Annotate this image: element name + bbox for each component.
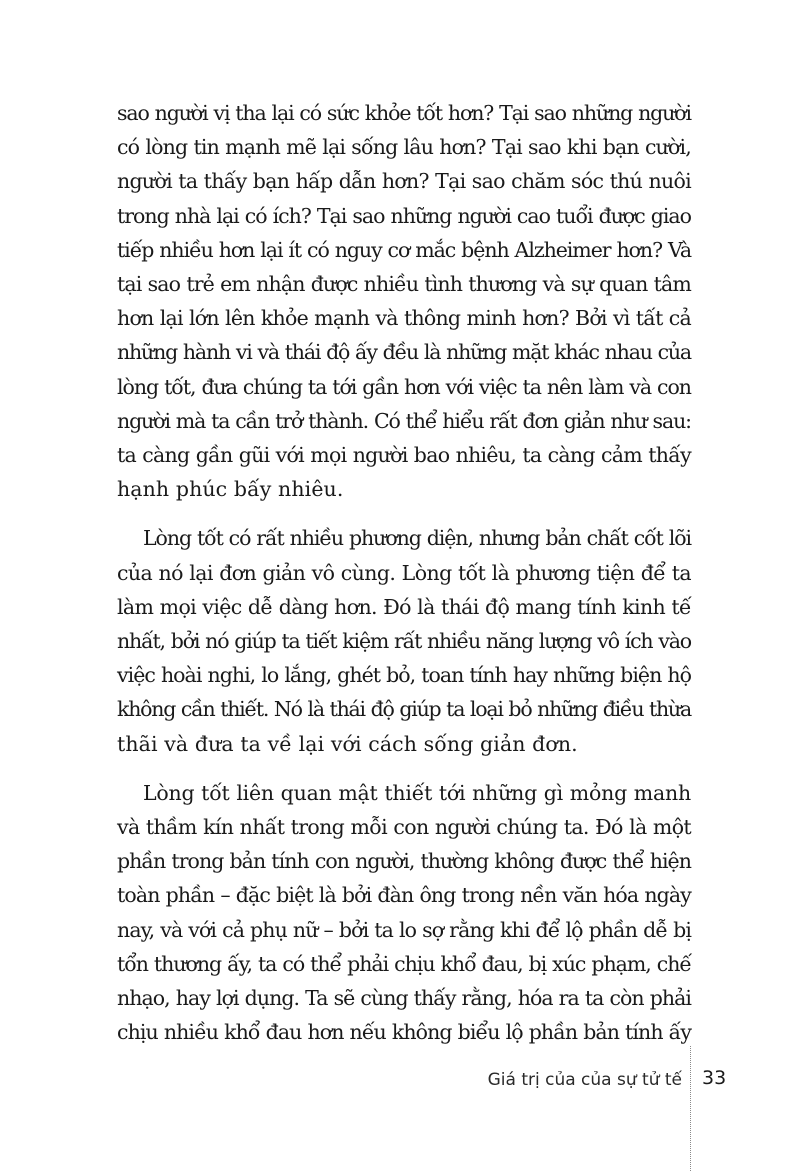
text-line: sao người vị tha lại có sức khỏe tốt hơn? Tại sao những người: [117, 101, 691, 125]
text-line: và thầm kín nhất trong mỗi con người chúng ta. Đó là một: [117, 815, 691, 840]
page-number: 33: [702, 1067, 727, 1089]
text-line: toàn phần – đặc biệt là bởi đàn ông trong nền văn hóa ngày: [117, 883, 691, 908]
paragraph-2: [117, 521, 691, 760]
text-line: tại sao trẻ em nhận được nhiều tình thương và sự quan tâm: [117, 272, 691, 297]
running-title: Giá trị của của sự tử tế: [487, 1070, 682, 1090]
text-line: nhất, bởi nó giúp ta tiết kiệm rất nhiều năng lượng vô ích vào: [117, 629, 691, 654]
text-line: ta càng gần gũi với mọi người bao nhiêu, ta càng cảm thấy: [117, 443, 691, 468]
text-line: có lòng tin mạnh mẽ lại sống lâu hơn? Tại sao khi bạn cười,: [117, 135, 691, 160]
text-line: chịu nhiều khổ đau hơn nếu không biểu lộ phần bản tính ấy: [117, 1020, 691, 1045]
text-line: hạnh phúc bấy nhiêu.: [117, 477, 344, 502]
text-line: không cần thiết. Nó là thái độ giúp ta loại bỏ những điều thừa: [117, 697, 691, 722]
text-line: người mà ta cần trở thành. Có thể hiểu rất đơn giản như sau:: [117, 408, 691, 433]
text-line: tiếp nhiều hơn lại ít có nguy cơ mắc bệnh Alzheimer hơn? Và: [117, 237, 691, 262]
paragraph-3: [117, 776, 691, 1050]
text-line: việc hoài nghi, lo lắng, ghét bỏ, toan tính hay những biện hộ: [117, 663, 691, 688]
text-line: hơn lại lớn lên khỏe mạnh và thông minh hơn? Bởi vì tất cả: [117, 306, 691, 331]
text-line: lòng tốt, đưa chúng ta tới gần hơn với việc ta nên làm và con: [117, 374, 691, 399]
text-line: nay, và với cả phụ nữ – bởi ta lo sợ rằng khi để lộ phần dễ bị: [117, 917, 691, 942]
text-line: Lòng tốt liên quan mật thiết tới những gì mỏng manh: [143, 780, 691, 805]
page-footer: [0, 1063, 800, 1103]
paragraph-1: [117, 96, 691, 506]
text-line: người ta thấy bạn hấp dẫn hơn? Tại sao chăm sóc thú nuôi: [117, 169, 691, 194]
page-body: [117, 96, 691, 1064]
text-line: Lòng tốt có rất nhiều phương diện, nhưng bản chất cốt lõi: [143, 526, 691, 551]
text-line: phần trong bản tính con người, thường không được thể hiện: [117, 849, 691, 874]
text-line: nhạo, hay lợi dụng. Ta sẽ cùng thấy rằng, hóa ra ta còn phải: [117, 986, 691, 1011]
text-line: những hành vi và thái độ ấy đều là những mặt khác nhau của: [117, 340, 691, 365]
text-line: của nó lại đơn giản vô cùng. Lòng tốt là phương tiện để ta: [117, 560, 691, 585]
text-line: tổn thương ấy, ta có thể phải chịu khổ đau, bị xúc phạm, chế: [117, 951, 691, 976]
text-line: làm mọi việc dễ dàng hơn. Đó là thái độ mang tính kinh tế: [117, 594, 691, 619]
dotted-divider: [690, 1046, 691, 1171]
text-line: trong nhà lại có ích? Tại sao những người cao tuổi được giao: [117, 203, 691, 228]
text-line: thãi và đưa ta về lại với cách sống giản đơn.: [117, 731, 578, 756]
